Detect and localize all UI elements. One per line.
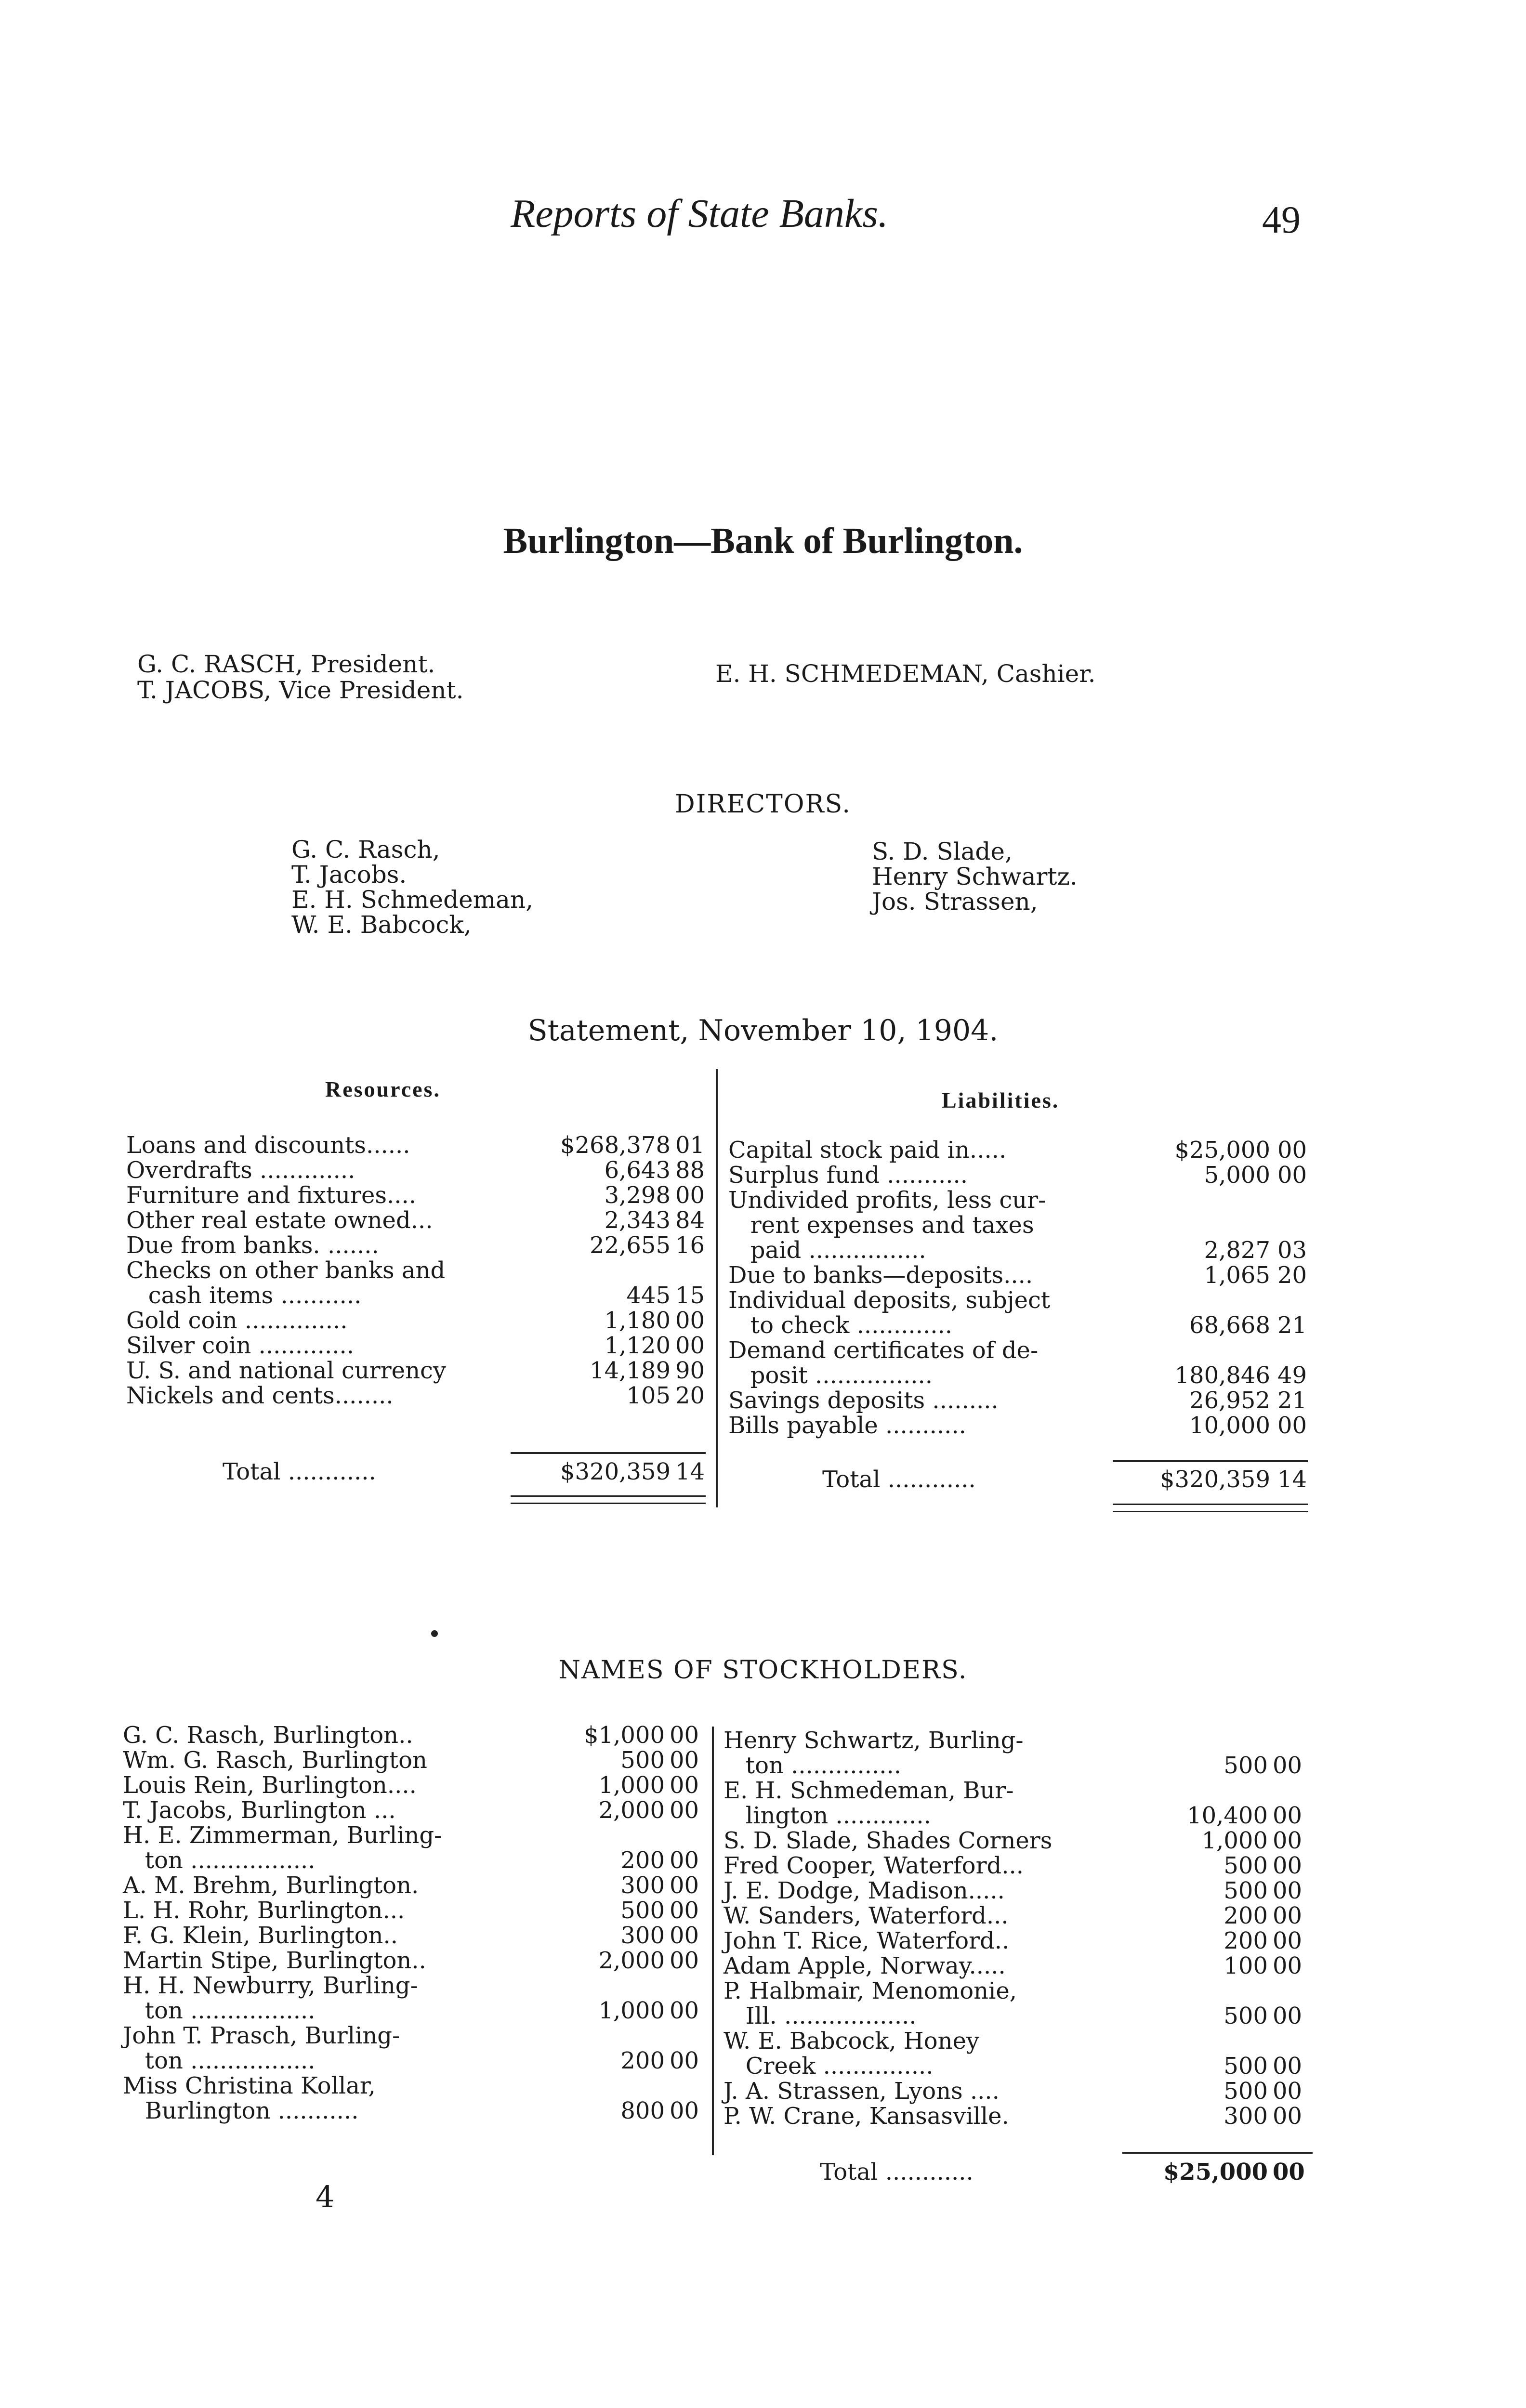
resource-dollars: 14,189 [590, 1357, 671, 1384]
liabilities-total [728, 1467, 1314, 1492]
stockholder-name: lington ............. [724, 1802, 931, 1829]
stockholder-dollars: 200 [620, 2047, 665, 2074]
stockholder-dollars: 300 [1223, 2103, 1268, 2130]
stockholder-dollars: 500 [1223, 2078, 1268, 2105]
liability-dollars: 2,827 [1204, 1237, 1270, 1264]
stockholder-name: ton ................. [123, 2047, 316, 2074]
signature-mark: 4 [316, 2179, 335, 2214]
resource-cents: 00 [675, 1182, 705, 1209]
resource-cents: 00 [675, 1332, 705, 1359]
liability-dollars: 68,668 [1189, 1312, 1270, 1339]
bank-title: Burlington—Bank of Burlington. [503, 521, 1023, 561]
stockholder-cents: 00 [670, 1872, 699, 1899]
stockholder-cents: 00 [670, 1847, 699, 1874]
liabilities-total-cents: 14 [1277, 1466, 1307, 1493]
stockholders-total-label: Total ............ [820, 2159, 973, 2186]
stockholder-dollars: 10,400 [1187, 1802, 1268, 1829]
liability-cents: 20 [1277, 1262, 1307, 1289]
liability-label: Undivided profits, less cur- [728, 1187, 1046, 1214]
liabilities-total-label: Total ............ [822, 1466, 976, 1493]
stockholder-name: F. G. Klein, Burlington.. [123, 1922, 398, 1949]
stockholder-name: J. A. Strassen, Lyons .... [724, 2078, 1000, 2105]
stockholder-cents: 00 [670, 2097, 699, 2124]
stockholder-dollars: 800 [620, 2097, 665, 2124]
officers-left [137, 651, 463, 703]
resource-cents: 16 [675, 1232, 705, 1259]
stockholder-cents: 00 [670, 2047, 699, 2074]
resource-label: Silver coin ............. [126, 1332, 354, 1359]
stockholder-name: T. Jacobs, Burlington ... [123, 1797, 396, 1824]
stockholder-name: E. H. Schmedeman, Bur- [724, 1777, 1014, 1804]
stockholder-name: W. Sanders, Waterford... [724, 1902, 1009, 1929]
stockholder-name: W. E. Babcock, Honey [724, 2028, 980, 2055]
stockholder-dollars: 500 [620, 1747, 665, 1774]
print-dot [431, 1630, 438, 1637]
resources-heading: Resources. [325, 1077, 441, 1101]
stockholder-cents: 00 [670, 1947, 699, 1974]
running-title: Reports of State Banks. [511, 191, 888, 236]
stockholders-total [724, 2159, 1314, 2185]
stockholder-dollars: 2,000 [598, 1947, 665, 1974]
stockholder-name: Henry Schwartz, Burling- [724, 1727, 1024, 1754]
stockholder-cents: 00 [670, 1772, 699, 1799]
liabilities-heading: Liabilities. [942, 1088, 1060, 1112]
stockholder-name: John T. Rice, Waterford.. [724, 1927, 1010, 1954]
stockholder-cents: 00 [1273, 1902, 1302, 1929]
stockholder-dollars: 300 [620, 1872, 665, 1899]
stockholder-cents: 00 [670, 1747, 699, 1774]
resource-label: Nickels and cents........ [126, 1382, 394, 1409]
resource-dollars: 3,298 [604, 1182, 671, 1209]
liability-label: paid ................ [728, 1237, 926, 1264]
stockholder-cents: 00 [1273, 2002, 1302, 2029]
stockholder-name: G. C. Rasch, Burlington.. [123, 1722, 413, 1749]
stockholder-dollars: 500 [1223, 1752, 1268, 1779]
stockholder-name: Louis Rein, Burlington.... [123, 1772, 417, 1799]
resource-dollars: 22,655 [590, 1232, 671, 1259]
resources-total-cents: 14 [675, 1458, 705, 1485]
liability-label: Due to banks—deposits.... [728, 1262, 1033, 1289]
liability-dollars: $25,000 [1174, 1137, 1270, 1164]
resource-dollars: 1,120 [604, 1332, 671, 1359]
stockholder-name: Burlington ........... [123, 2097, 359, 2124]
stockholder-name: Ill. .................. [724, 2002, 917, 2029]
liability-cents: 21 [1277, 1312, 1307, 1339]
stockholder-cents: 00 [1273, 2103, 1302, 2130]
resources-double-rule [511, 1495, 706, 1504]
stockholder-dollars: 100 [1223, 1952, 1268, 1979]
stockholder-dollars: 500 [1223, 2002, 1268, 2029]
stockholder-name: P. Halbmair, Menomonie, [724, 1977, 1017, 2004]
liabilities-total-dollars: $320,359 [1159, 1466, 1270, 1493]
liability-cents: 00 [1277, 1137, 1307, 1164]
liability-cents: 21 [1277, 1387, 1307, 1414]
liability-label: Capital stock paid in..... [728, 1137, 1007, 1164]
director-item: T. Jacobs. [291, 861, 407, 889]
stockholders-left [123, 1723, 706, 2123]
stockholder-cents: 00 [1273, 2078, 1302, 2105]
stockholder-cents: 00 [1273, 1877, 1302, 1904]
stockholders-heading: NAMES OF STOCKHOLDERS. [558, 1656, 968, 1685]
liability-label: Individual deposits, subject [728, 1287, 1051, 1314]
stockholder-cents: 00 [670, 1922, 699, 1949]
resource-cents: 15 [675, 1282, 705, 1309]
liability-label: to check ............. [728, 1312, 952, 1339]
resource-cents: 88 [675, 1157, 705, 1184]
stockholder-dollars: 200 [1223, 1902, 1268, 1929]
stockholder-cents: 00 [1273, 1952, 1302, 1979]
resource-label: Checks on other banks and [126, 1257, 446, 1284]
resource-cents: 00 [675, 1307, 705, 1334]
officer-cashier: E. H. SCHMEDEMAN, Cashier. [715, 660, 1096, 688]
resource-label: Due from banks. ....... [126, 1232, 379, 1259]
resource-dollars: 1,180 [604, 1307, 671, 1334]
director-item: S. D. Slade, [872, 838, 1013, 865]
stockholder-cents: 00 [1273, 1752, 1302, 1779]
stockholder-dollars: 1,000 [598, 1997, 665, 2024]
stockholders-total-rule [1122, 2152, 1313, 2154]
stockholder-name: H. E. Zimmerman, Burling- [123, 1822, 442, 1849]
stockholder-cents: 00 [1273, 1852, 1302, 1879]
resources-total-rule [511, 1452, 706, 1454]
resources-total [126, 1459, 709, 1484]
resource-dollars: 105 [626, 1382, 671, 1409]
resource-dollars: $268,378 [560, 1132, 671, 1159]
liabilities-double-rule [1113, 1504, 1308, 1512]
resources-table [126, 1133, 709, 1408]
liability-label: Bills payable ........... [728, 1412, 966, 1439]
stockholder-cents: 00 [670, 1722, 699, 1749]
stockholder-name: J. E. Dodge, Madison..... [724, 1877, 1005, 1904]
liability-label: Savings deposits ......... [728, 1387, 999, 1414]
stockholder-name: L. H. Rohr, Burlington... [123, 1897, 405, 1924]
statement-title: Statement, November 10, 1904. [527, 1014, 999, 1047]
director-item: Henry Schwartz. [872, 863, 1078, 890]
stockholder-cents: 00 [1273, 1827, 1302, 1854]
liability-dollars: 1,065 [1204, 1262, 1270, 1289]
stockholder-dollars: 500 [620, 1897, 665, 1924]
stockholder-name: Creek ............... [724, 2053, 934, 2080]
liability-label: Surplus fund ........... [728, 1162, 968, 1189]
directors-heading: DIRECTORS. [675, 790, 851, 819]
stockholder-name: Miss Christina Kollar, [123, 2072, 376, 2099]
stockholder-name: Adam Apple, Norway..... [724, 1952, 1006, 1979]
stockholder-dollars: 2,000 [598, 1797, 665, 1824]
director-item: E. H. Schmedeman, [291, 886, 534, 914]
resource-label: cash items ........... [126, 1282, 362, 1309]
stockholders-divider [712, 1727, 714, 2155]
resource-cents: 20 [675, 1382, 705, 1409]
resource-dollars: 2,343 [604, 1207, 671, 1234]
stockholder-dollars: 500 [1223, 2053, 1268, 2080]
stockholders-total-cents: 00 [1273, 2159, 1305, 2186]
directors-right [872, 839, 1078, 914]
stockholder-name: ton ................. [123, 1847, 316, 1874]
stockholders-total-dollars: $25,000 [1163, 2159, 1268, 2186]
liability-cents: 00 [1277, 1162, 1307, 1189]
liability-cents: 49 [1277, 1362, 1307, 1389]
stockholder-dollars: 200 [620, 1847, 665, 1874]
stockholder-name: John T. Prasch, Burling- [123, 2022, 400, 2049]
resources-total-dollars: $320,359 [560, 1458, 671, 1485]
stockholder-dollars: 200 [1223, 1927, 1268, 1954]
stockholder-cents: 00 [670, 1797, 699, 1824]
liability-cents: 00 [1277, 1412, 1307, 1439]
liability-label: rent expenses and taxes [728, 1212, 1034, 1239]
stockholder-dollars: 300 [620, 1922, 665, 1949]
resource-cents: 90 [675, 1357, 705, 1384]
resource-label: U. S. and national currency [126, 1357, 446, 1384]
liabilities-total-rule [1113, 1460, 1308, 1462]
stockholder-dollars: 1,000 [1201, 1827, 1268, 1854]
stockholder-dollars: 1,000 [598, 1772, 665, 1799]
stockholder-name: Martin Stipe, Burlington.. [123, 1947, 426, 1974]
stockholder-dollars: 500 [1223, 1877, 1268, 1904]
resource-label: Other real estate owned... [126, 1207, 433, 1234]
stockholder-name: ton ............... [724, 1752, 901, 1779]
stockholder-name: S. D. Slade, Shades Corners [724, 1827, 1052, 1854]
liability-dollars: 10,000 [1189, 1412, 1270, 1439]
stockholder-cents: 00 [1273, 1802, 1302, 1829]
stockholder-cents: 00 [1273, 2053, 1302, 2080]
resource-cents: 84 [675, 1207, 705, 1234]
liability-dollars: 180,846 [1174, 1362, 1270, 1389]
statement-divider [716, 1069, 718, 1507]
resource-dollars: 6,643 [604, 1157, 671, 1184]
resources-total-label: Total ............ [223, 1458, 376, 1485]
liability-label: Demand certificates of de- [728, 1337, 1039, 1364]
stockholder-name: ton ................. [123, 1997, 316, 2024]
stockholder-name: Fred Cooper, Waterford... [724, 1852, 1024, 1879]
page-number: 49 [1262, 199, 1301, 241]
directors-left [291, 837, 533, 937]
stockholder-name: Wm. G. Rasch, Burlington [123, 1747, 427, 1774]
stockholders-right [724, 1728, 1314, 2129]
resource-label: Loans and discounts...... [126, 1132, 410, 1159]
stockholder-cents: 00 [670, 1997, 699, 2024]
resource-label: Furniture and fixtures.... [126, 1182, 417, 1209]
stockholder-name: H. H. Newburry, Burling- [123, 1972, 418, 1999]
stockholder-name: P. W. Crane, Kansasville. [724, 2103, 1009, 2130]
resource-cents: 01 [675, 1132, 705, 1159]
liability-label: posit ................ [728, 1362, 933, 1389]
director-item: G. C. Rasch, [291, 836, 440, 864]
stockholder-cents: 00 [670, 1897, 699, 1924]
officer-president: G. C. RASCH, President. [137, 650, 435, 678]
resource-dollars: 445 [626, 1282, 671, 1309]
stockholder-dollars: 500 [1223, 1852, 1268, 1879]
stockholder-name: A. M. Brehm, Burlington. [123, 1872, 419, 1899]
liability-cents: 03 [1277, 1237, 1307, 1264]
stockholder-dollars: $1,000 [584, 1722, 665, 1749]
liability-dollars: 26,952 [1189, 1387, 1270, 1414]
director-item: Jos. Strassen, [872, 888, 1038, 916]
officer-vice-president: T. JACOBS, Vice President. [137, 676, 464, 704]
resource-label: Overdrafts ............. [126, 1157, 355, 1184]
liability-dollars: 5,000 [1204, 1162, 1270, 1189]
director-item: W. E. Babcock, [291, 911, 472, 939]
liabilities-table [728, 1138, 1314, 1438]
stockholder-cents: 00 [1273, 1927, 1302, 1954]
resource-label: Gold coin .............. [126, 1307, 348, 1334]
